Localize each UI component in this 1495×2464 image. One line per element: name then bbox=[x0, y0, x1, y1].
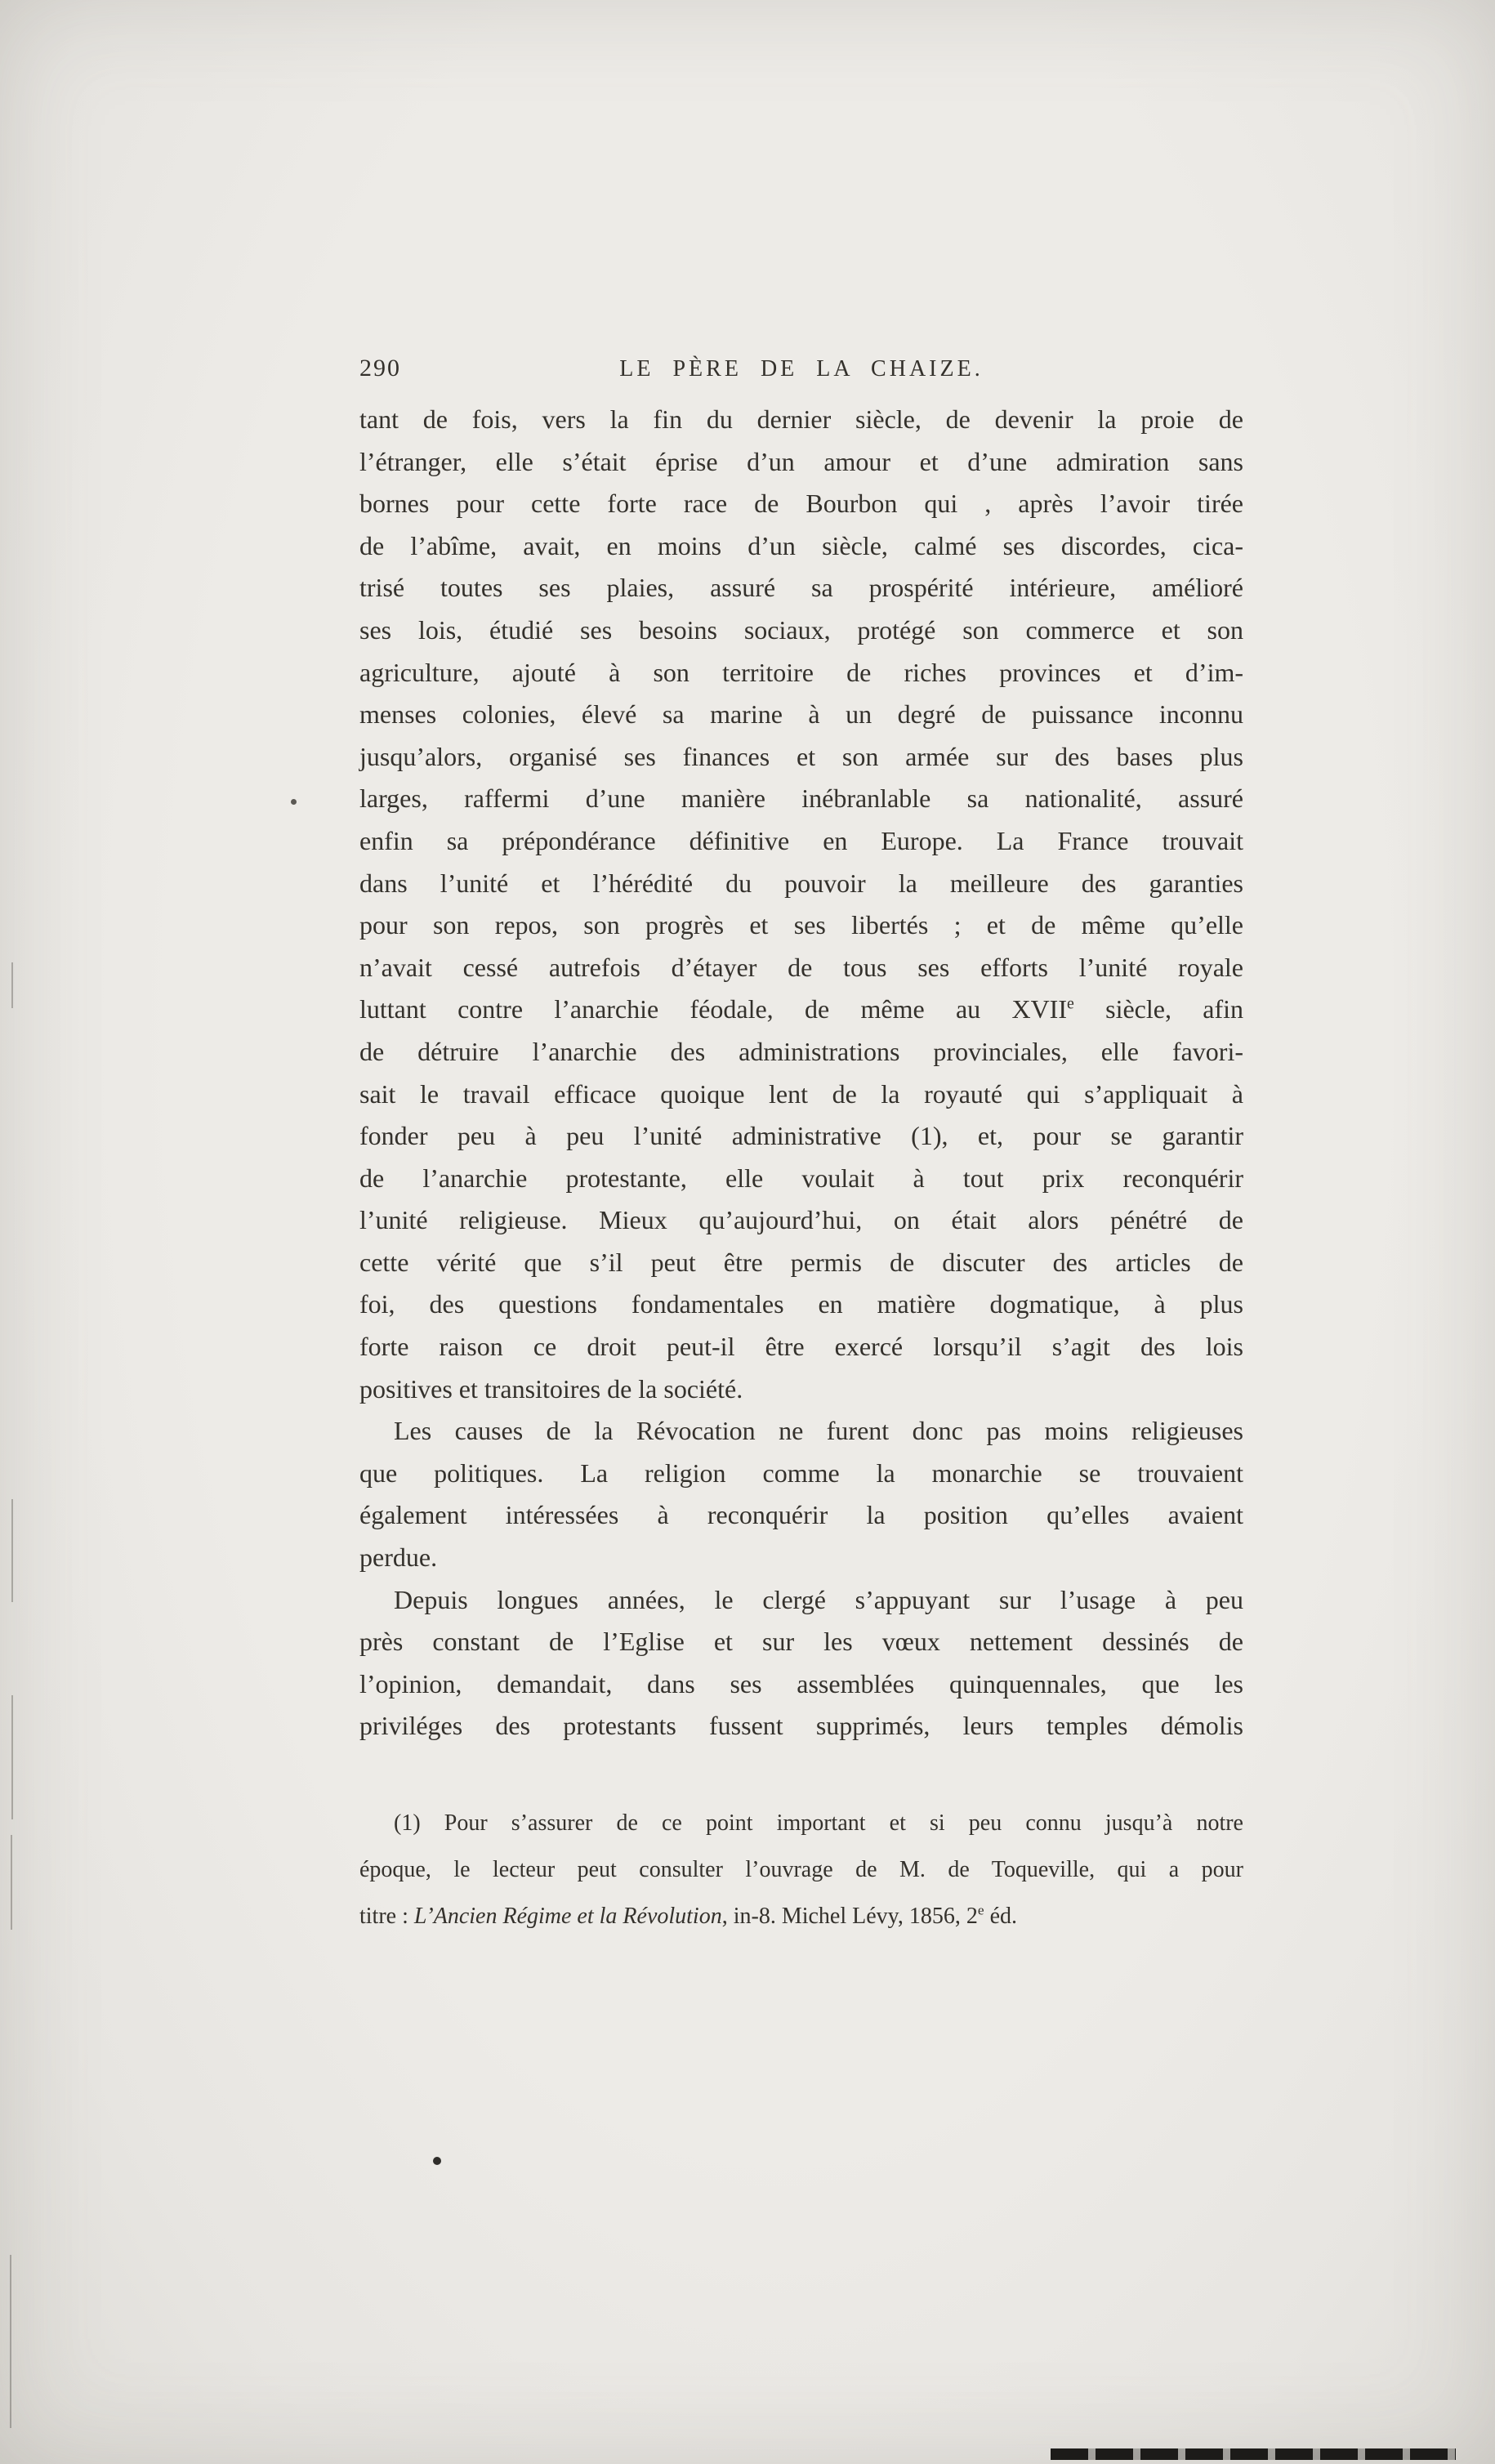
scan-artifact-left-margin bbox=[11, 1499, 13, 1602]
page-number: 290 bbox=[359, 355, 401, 382]
text-line: perdue. bbox=[359, 1542, 438, 1573]
scan-artifact-left-margin bbox=[10, 2255, 11, 2428]
paragraph-clergy-demands bbox=[359, 1579, 1243, 1748]
text-line: près constant de l’Eglise et sur les vœux nettement dessinés de bbox=[359, 1627, 1243, 1657]
text-line: foi, des questions fondamentales en matière dogmatique, à plus bbox=[359, 1289, 1243, 1319]
running-title: LE PÈRE DE LA CHAIZE. bbox=[619, 356, 984, 382]
text-line: l’opinion, demandait, dans ses assemblées quinquennales, que les bbox=[359, 1668, 1243, 1698]
text-line: dans l’unité et l’hérédité du pouvoir la meilleure des garanties bbox=[359, 868, 1243, 898]
text-line: jusqu’alors, organisé ses finances et son armée sur des bases plus bbox=[359, 741, 1243, 771]
text-line: enfin sa prépondérance définitive en Europe. La France trouvait bbox=[359, 825, 1243, 855]
text-line: cette vérité que s’il peut être permis de discuter des articles de bbox=[359, 1247, 1243, 1277]
text-line: l’étranger, elle s’était éprise d’un amour et d’une admiration sans bbox=[359, 446, 1243, 476]
footnote bbox=[359, 1800, 1243, 1940]
ink-dot bbox=[433, 2157, 441, 2165]
text-line: Les causes de la Révocation ne furent donc pas moins religieuses bbox=[394, 1416, 1243, 1446]
paragraph-revocation-causes bbox=[359, 1410, 1243, 1578]
text-line: (1) Pour s’assurer de ce point important et si peu connu jusqu’à notre bbox=[394, 1810, 1243, 1836]
text-line: sait le travail efficace quoique lent de la royauté qui s’appliquait à bbox=[359, 1078, 1243, 1109]
text-block bbox=[359, 399, 1243, 1940]
text-line: bornes pour cette forte race de Bourbon qui , après l’avoir tirée bbox=[359, 489, 1243, 519]
text-line: luttant contre l’anarchie féodale, de même au XVIIe siècle, afin bbox=[359, 994, 1244, 1024]
scan-artifact-left-margin bbox=[11, 1695, 13, 1819]
text-line: positives et transitoires de la société. bbox=[359, 1373, 743, 1404]
text-line: agriculture, ajouté à son territoire de riches provinces et d’im- bbox=[359, 657, 1243, 687]
scan-edge-bar bbox=[1051, 2448, 1456, 2460]
paragraph-continuation bbox=[359, 399, 1243, 1410]
text-line: priviléges des protestants fussent supprimés, leurs temples démolis bbox=[359, 1711, 1243, 1741]
text-line: fonder peu à peu l’unité administrative (1), et, pour se garantir bbox=[359, 1121, 1243, 1151]
text-line: époque, le lecteur peut consulter l’ouvrage de M. de Toqueville, qui a pour bbox=[359, 1857, 1243, 1882]
text-line: menses colonies, élevé sa marine à un degré de puissance inconnu bbox=[359, 699, 1243, 730]
text-line: de l’anarchie protestante, elle voulait à tout prix reconquérir bbox=[359, 1163, 1243, 1193]
text-line: titre : L’Ancien Régime et la Révolution, in-8. Michel Lévy, 1856, 2e éd. bbox=[359, 1902, 1018, 1929]
scan-artifact-left-margin bbox=[11, 962, 13, 1008]
scan-artifact-left-margin bbox=[11, 1835, 12, 1930]
text-line: Depuis longues années, le clergé s’appuyant sur l’usage à peu bbox=[394, 1584, 1243, 1614]
ink-dot bbox=[291, 799, 297, 805]
text-line: que politiques. La religion comme la monarchie se trouvaient bbox=[359, 1457, 1243, 1488]
text-line: l’unité religieuse. Mieux qu’aujourd’hui, on était alors pénétré de bbox=[359, 1205, 1243, 1235]
text-line: tant de fois, vers la fin du dernier siècle, de devenir la proie de bbox=[359, 404, 1243, 434]
text-line: de détruire l’anarchie des administrations provinciales, elle favori- bbox=[359, 1036, 1243, 1066]
text-line: larges, raffermi d’une manière inébranlable sa nationalité, assuré bbox=[359, 783, 1243, 814]
text-line: ses lois, étudié ses besoins sociaux, protégé son commerce et son bbox=[359, 614, 1243, 645]
text-line: n’avait cessé autrefois d’étayer de tous ses efforts l’unité royale bbox=[359, 952, 1243, 982]
text-line: de l’abîme, avait, en moins d’un siècle, calmé ses discordes, cica- bbox=[359, 530, 1243, 560]
text-line: pour son repos, son progrès et ses libertés ; et de même qu’elle bbox=[359, 910, 1243, 940]
page-header bbox=[359, 353, 1243, 391]
text-line: trisé toutes ses plaies, assuré sa prospérité intérieure, amélioré bbox=[359, 573, 1243, 603]
text-line: forte raison ce droit peut-il être exercé lorsqu’il s’agit des lois bbox=[359, 1332, 1243, 1362]
text-line: également intéressées à reconquérir la position qu’elles avaient bbox=[359, 1500, 1243, 1530]
